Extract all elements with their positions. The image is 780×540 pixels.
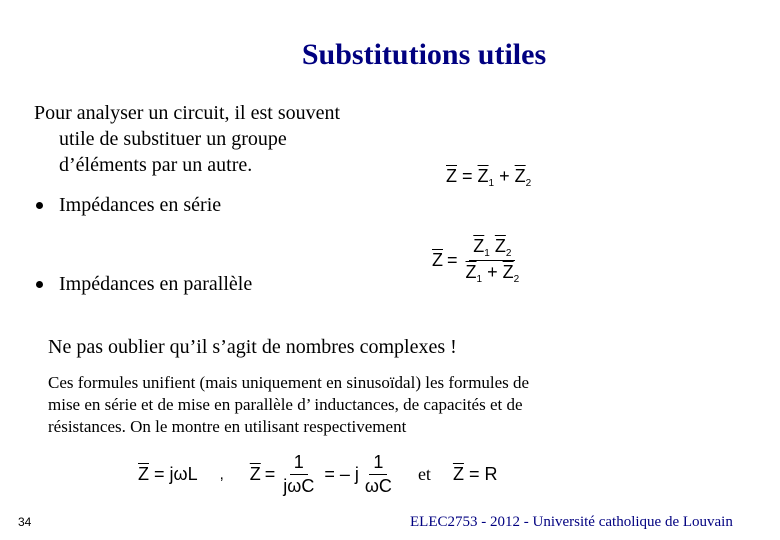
bullet-parallele-label: Impédances en parallèle [59, 273, 253, 295]
page-number: 34 [18, 515, 32, 529]
paragraph-formules: Ces formules unifient (mais uniquement en sinusoïdal) les formules de mise en série et de mise en parallèle d’ inductances, de capacités et de résistances. On le montre en utilisant respectivement [48, 373, 530, 436]
bullet-parallele [36, 273, 252, 296]
formula-row-elements [138, 452, 497, 497]
intro-line-3: d’éléments par un autre. [59, 154, 253, 176]
formula-et: et [417, 464, 431, 484]
formula-parallele: $\overline{Z}$ = $\frac{\overline{Z}_1 \overline{Z}_2}{\overline{Z}_1 + \overline{Z}_2}$ [432, 236, 523, 285]
fraction-parallele: $\frac{\overline{Z}_1 \overline{Z}_2}{\overline{Z}_1 + \overline{Z}_2}$ [465, 236, 520, 285]
formula-separator: , [219, 466, 224, 483]
formula-serie: $\overline{Z} = \overline{Z}_1 + \overline{Z}_2$ [446, 166, 532, 189]
bullet-serie-label: Impédances en série [59, 194, 222, 216]
intro-line-2: utile de substituer un groupe [59, 128, 287, 150]
intro-line-1: Pour analyser un circuit, il est souvent [34, 102, 341, 124]
footer-text: ELEC2753 - 2012 - Université catholique de Louvain [410, 514, 733, 530]
formula-capacite: $\overline{Z}$ = $\frac{1}{\text{jωC}}$ = – j $\frac{1}{\omega C}$ [249, 452, 392, 496]
formula-inductance: $\overline{Z} = j\omega L$ [138, 464, 198, 484]
bullet-dot-icon [36, 281, 43, 288]
note-complexes: Ne pas oublier qu’il s’agit de nombres complexes ! [48, 336, 457, 358]
formula-resistance: $\overline{Z} = R$ [452, 464, 498, 484]
bullet-serie [36, 194, 221, 217]
intro-text [34, 100, 414, 178]
slide-title: Substitutions utiles [301, 38, 547, 71]
bullet-dot-icon [36, 202, 43, 209]
